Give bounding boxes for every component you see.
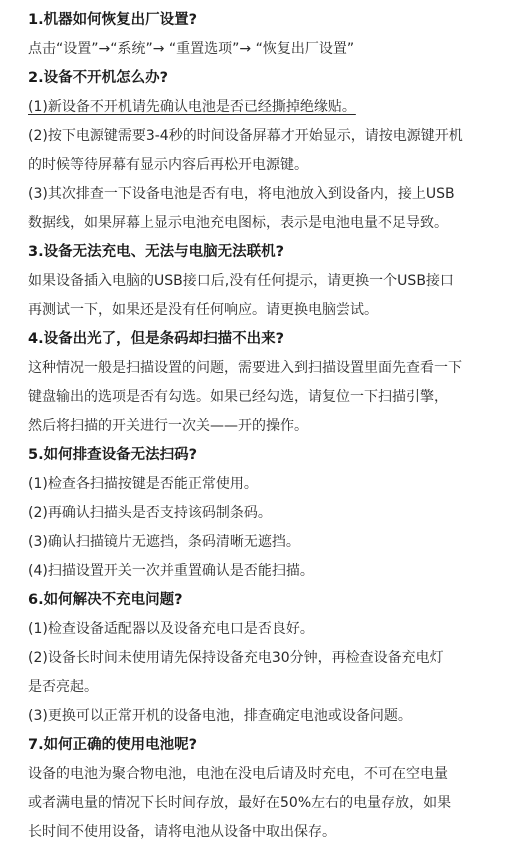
faq-section-3 <box>28 238 496 325</box>
faq-answer-line: (2)再确认扫描头是否支持该码制条码。 <box>28 505 272 521</box>
faq-question: 6.如何解决不充电问题? <box>28 592 183 608</box>
faq-answer-line: 的时候等待屏幕有显示内容后再松开电源键。 <box>28 157 308 173</box>
faq-answer-line: (1)检查各扫描按键是否能正常使用。 <box>28 476 258 492</box>
faq-answer-line: (2)按下电源键需要3-4秒的时间设备屏幕才开始显示，请按电源键开机 <box>28 128 463 144</box>
faq-section-6 <box>28 586 496 731</box>
faq-answer-line: (3)其次排查一下设备电池是否有电，将电池放入到设备内，接上USB <box>28 186 455 202</box>
faq-answer-line-underlined: (1)新设备不开机请先确认电池是否已经撕掉绝缘贴。 <box>28 99 356 115</box>
faq-answer-line: (3)确认扫描镜片无遮挡，条码清晰无遮挡。 <box>28 534 300 550</box>
faq-answer-line: 长时间不使用设备，请将电池从设备中取出保存。 <box>28 824 336 840</box>
faq-answer-line: 是否亮起。 <box>28 679 98 695</box>
faq-answer-line: 这种情况一般是扫描设置的问题，需要进入到扫描设置里面先查看一下 <box>28 360 462 376</box>
faq-answer-line: (2)设备长时间未使用请先保持设备充电30分钟，再检查设备充电灯 <box>28 650 444 666</box>
faq-section-1 <box>28 6 496 64</box>
faq-answer-line: 键盘输出的选项是否有勾选。如果已经勾选，请复位一下扫描引擎， <box>28 389 448 405</box>
faq-question: 2.设备不开机怎么办? <box>28 70 169 86</box>
faq-answer-line: 或者满电量的情况下长时间存放，最好在50%左右的电量存放，如果 <box>28 795 452 811</box>
faq-section-5 <box>28 441 496 586</box>
faq-answer-line: (4)扫描设置开关一次并重置确认是否能扫描。 <box>28 563 314 579</box>
faq-section-2 <box>28 64 496 238</box>
faq-answer-line: 如果设备插入电脑的USB接口后,没有任何提示，请更换一个USB接口 <box>28 273 454 289</box>
faq-answer-line: 然后将扫描的开关进行一次关——开的操作。 <box>28 418 308 434</box>
faq-question: 5.如何排查设备无法扫码? <box>28 447 198 463</box>
faq-question: 7.如何正确的使用电池呢? <box>28 737 198 753</box>
faq-question: 1.机器如何恢复出厂设置? <box>28 12 198 28</box>
faq-answer-line: (1)检查设备适配器以及设备充电口是否良好。 <box>28 621 314 637</box>
faq-question: 4.设备出光了，但是条码却扫描不出来? <box>28 331 285 347</box>
faq-answer-line: (3)更换可以正常开机的设备电池，排查确定电池或设备问题。 <box>28 708 412 724</box>
faq-answer-line: 设备的电池为聚合物电池，电池在没电后请及时充电，不可在空电量 <box>28 766 448 782</box>
faq-question: 3.设备无法充电、无法与电脑无法联机? <box>28 244 285 260</box>
faq-section-4 <box>28 325 496 441</box>
faq-answer-line: 数据线，如果屏幕上显示电池充电图标，表示是电池电量不足导致。 <box>28 215 448 231</box>
faq-answer-line: 点击“设置”→“系统”→ “重置选项”→ “恢复出厂设置” <box>28 41 355 57</box>
faq-answer-line: 再测试一下，如果还是没有任何响应。请更换电脑尝试。 <box>28 302 378 318</box>
faq-section-7 <box>28 731 496 847</box>
